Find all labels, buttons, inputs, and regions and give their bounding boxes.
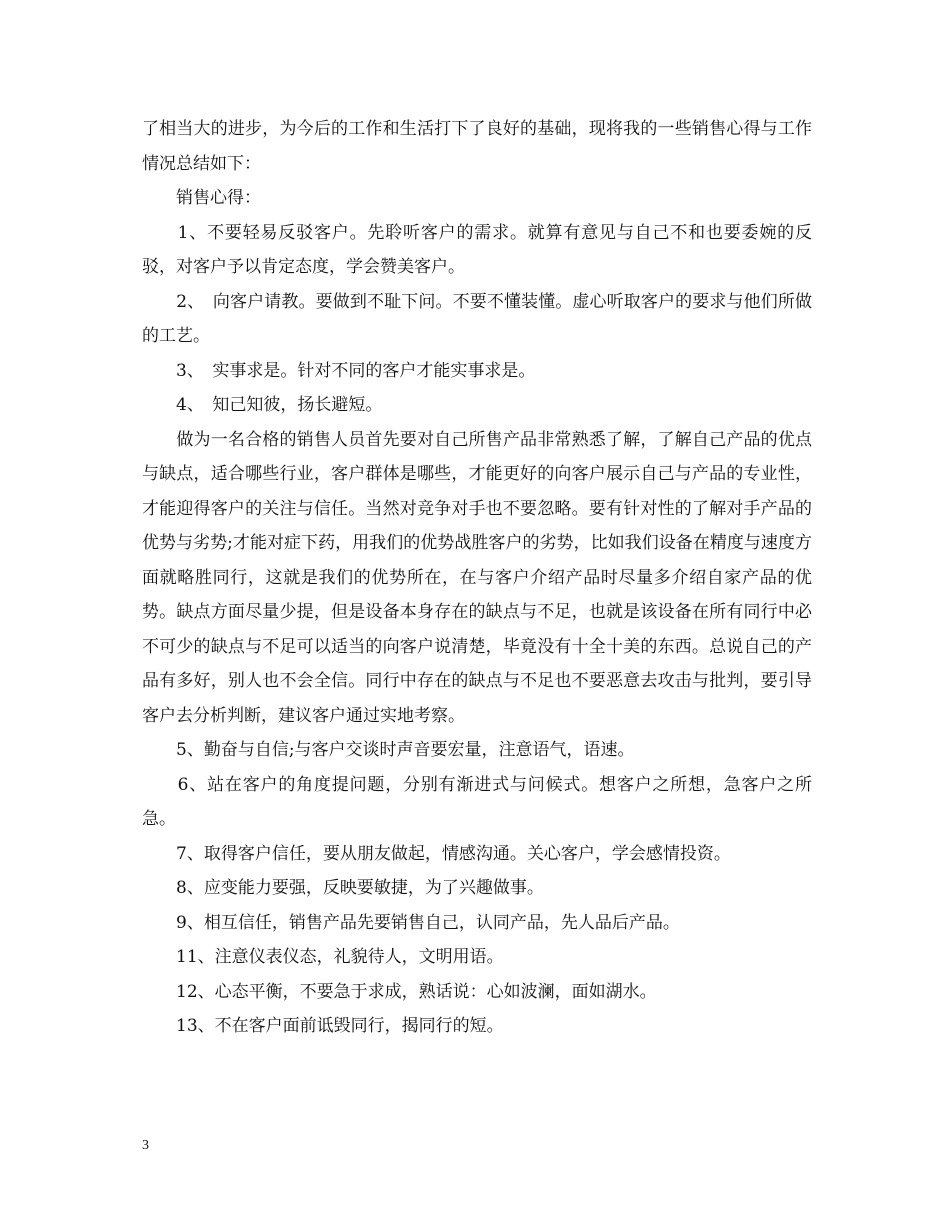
paragraph-item-11: 11、注意仪表仪态，礼貌待人，文明用语。 bbox=[142, 947, 504, 967]
paragraph-sales-experience-heading: 销售心得： bbox=[142, 188, 261, 208]
paragraph-item-7: 7、取得客户信任，要从朋友做起，情感沟通。关心客户，学会感情投资。 bbox=[142, 843, 731, 864]
paragraph-product-knowledge: 做为一名合格的销售人员首先要对自己所售产品非常熟悉了解，了解自己产品的优点与缺点，适合哪些行业，客户群体是哪些，才能更好的向客户展示自己与产品的专业性，才能迎得客户的关注与信任。当然对竞争对手也不要忽略。要有针对性的了解对手产品的优势与劣势;才能对症下药，用我们的优势战胜客户的劣势，比如我们设备在精度与速度方面就略胜同行，这就是我们的优势所在，在与客户介绍产品时尽量多介绍自家产品的优势。缺点方面尽量少提，但是设备本身存在的缺点与不足，也就是该设备在所有同行中必不可少的缺点与不足可以适当的向客户说清楚，毕竟没有十全十美的东西。总说自己的产品有多好，别人也不会全信。同行中存在的缺点与不足也不要恶意去攻击与批判，要引导客户去分析判断，建议客户通过实地考察。 bbox=[142, 429, 812, 726]
paragraph-item-13: 13、不在客户面前诋毁同行，揭同行的短。 bbox=[142, 1016, 504, 1036]
paragraph-item-3: 3、 实事求是。针对不同的客户才能实事求是。 bbox=[142, 360, 536, 381]
paragraph-item-1: 1、不要轻易反驳客户。先聆听客户的需求。就算有意见与自己不和也要委婉的反驳，对客户予以肯定态度，学会赞美客户。 bbox=[142, 222, 812, 277]
paragraph-intro-continuation: 了相当大的进步，为今后的工作和生活打下了良好的基础，现将我的一些销售心得与工作情况总结如下： bbox=[142, 119, 812, 174]
page-number: 3 bbox=[142, 1138, 149, 1153]
paragraph-item-4: 4、 知己知彼，扬长避短。 bbox=[142, 395, 383, 415]
paragraph-item-8: 8、应变能力要强，反映要敏捷，为了兴趣做事。 bbox=[142, 878, 544, 898]
document-body bbox=[142, 112, 812, 1044]
paragraph-item-9: 9、相互信任，销售产品先要销售自己，认同产品，先人品后产品。 bbox=[142, 912, 680, 933]
paragraph-item-2: 2、 向客户请教。要做到不耻下问。不要不懂装懂。虚心听取客户的要求与他们所做的工艺。 bbox=[142, 291, 812, 346]
paragraph-item-5: 5、勤奋与自信;与客户交谈时声音要宏量，注意语气，语速。 bbox=[142, 740, 635, 760]
paragraph-item-12: 12、心态平衡，不要急于求成，熟话说：心如波澜，面如湖水。 bbox=[142, 981, 657, 1002]
paragraph-item-6: 6、站在客户的角度提问题，分别有渐进式与问候式。想客户之所想，急客户之所急。 bbox=[142, 774, 812, 829]
